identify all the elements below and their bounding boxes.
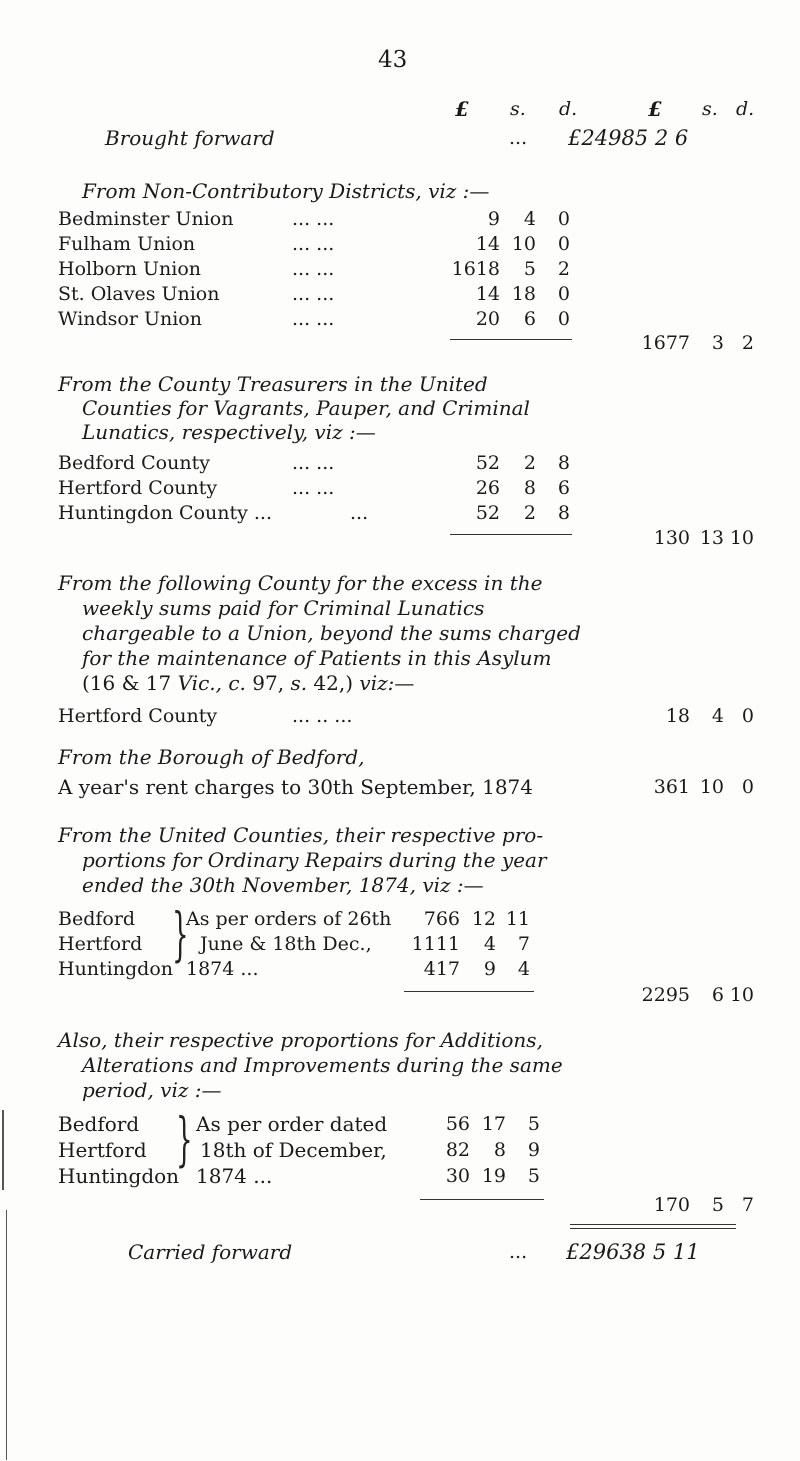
subtotal-pounds: 130 xyxy=(653,527,690,549)
total-double-rule xyxy=(570,1224,736,1229)
leader-dots: ... xyxy=(509,127,528,149)
entry-name: Fulham Union xyxy=(58,233,196,255)
borough-heading: From the Borough of Bedford, xyxy=(58,745,365,769)
county-treasurers-heading: Counties for Vagrants, Pauper, and Criminal xyxy=(82,396,530,420)
leader-dots: ... ... xyxy=(292,477,335,499)
county-name: Hertford xyxy=(58,1138,147,1162)
county-name: Huntingdon xyxy=(58,1164,180,1188)
amount-pence: 5 xyxy=(527,1113,540,1135)
amount-shillings: 10 xyxy=(511,233,536,255)
carried-forward-total: £29638 5 11 xyxy=(566,1240,700,1264)
leader-dots: ... ... xyxy=(292,308,335,330)
statute-reference: (16 & 17 Vic., c. 97, s. 42,) viz:— xyxy=(82,671,415,695)
brought-forward-label: Brought forward xyxy=(105,126,275,150)
amount-pounds: 9 xyxy=(487,208,500,230)
amount-pence: 2 xyxy=(557,258,570,280)
amount-pence: 0 xyxy=(557,308,570,330)
entry-name: Hertford County xyxy=(58,477,218,499)
page-number: 43 xyxy=(378,47,408,73)
subtotal-pence: 10 xyxy=(729,527,754,549)
amount-pounds: 14 xyxy=(475,283,500,305)
leader-dots: ... ... xyxy=(292,233,335,255)
subtotal-pounds: 18 xyxy=(665,705,690,727)
amount-shillings: 2 xyxy=(523,452,536,474)
order-note: 18th of December, xyxy=(200,1138,387,1162)
margin-mark xyxy=(6,1210,7,1460)
excess-heading: chargeable to a Union, beyond the sums charged xyxy=(82,621,581,645)
subtotal-pence: 10 xyxy=(729,984,754,1006)
sum-rule xyxy=(420,1199,544,1200)
right-brace: } xyxy=(176,1105,193,1173)
col1-shillings-heading: s. xyxy=(510,98,526,120)
county-name: Huntingdon xyxy=(58,958,173,980)
col1-pence-heading: d. xyxy=(559,98,578,120)
order-note: 1874 ... xyxy=(186,958,259,980)
non-contributory-heading: From Non-Contributory Districts, viz :— xyxy=(82,179,490,203)
brought-forward-total: £24985 2 6 xyxy=(568,126,689,150)
amount-pence: 8 xyxy=(557,502,570,524)
subtotal-shillings: 6 xyxy=(711,984,724,1006)
subtotal-pounds: 170 xyxy=(653,1194,690,1216)
right-brace: } xyxy=(172,900,189,968)
sum-rule xyxy=(450,534,572,535)
col1-pounds-heading: £ xyxy=(455,97,469,121)
amount-shillings: 8 xyxy=(493,1139,506,1161)
order-note: 1874 ... xyxy=(196,1164,273,1188)
amount-pounds: 26 xyxy=(475,477,500,499)
order-note: As per orders of 26th xyxy=(186,908,392,930)
amount-pence: 4 xyxy=(517,958,530,980)
col2-pounds-heading: £ xyxy=(648,97,662,121)
amount-pounds: 56 xyxy=(445,1113,470,1135)
amount-pence: 0 xyxy=(557,208,570,230)
subtotal-shillings: 10 xyxy=(699,776,724,798)
amount-shillings: 19 xyxy=(481,1165,506,1187)
amount-pence: 0 xyxy=(557,283,570,305)
entry-name: Bedminster Union xyxy=(58,208,234,230)
amount-shillings: 9 xyxy=(483,958,496,980)
entry-name: Holborn Union xyxy=(58,258,202,280)
amount-pence: 9 xyxy=(527,1139,540,1161)
additions-heading: period, viz :— xyxy=(82,1078,222,1102)
subtotal-pounds: 361 xyxy=(653,776,690,798)
subtotal-pence: 0 xyxy=(741,705,754,727)
leader-dots: ... xyxy=(509,1241,528,1263)
col2-shillings-heading: s. xyxy=(702,98,718,120)
amount-shillings: 6 xyxy=(523,308,536,330)
county-treasurers-heading: From the County Treasurers in the United xyxy=(58,372,488,396)
amount-shillings: 5 xyxy=(523,258,536,280)
amount-pounds: 1111 xyxy=(411,933,460,955)
subtotal-shillings: 3 xyxy=(711,332,724,354)
subtotal-shillings: 5 xyxy=(711,1194,724,1216)
amount-shillings: 17 xyxy=(481,1113,506,1135)
leader-dots: ... xyxy=(350,502,369,524)
leader-dots: ... .. ... xyxy=(292,705,353,727)
amount-pounds: 417 xyxy=(423,958,460,980)
additions-heading: Also, their respective proportions for Additions, xyxy=(58,1028,543,1052)
excess-heading: weekly sums paid for Criminal Lunatics xyxy=(82,596,485,620)
amount-shillings: 12 xyxy=(471,908,496,930)
entry-name: Huntingdon County ... xyxy=(58,502,273,524)
entry-name: Bedford County xyxy=(58,452,210,474)
amount-shillings: 8 xyxy=(523,477,536,499)
amount-shillings: 2 xyxy=(523,502,536,524)
amount-pounds: 30 xyxy=(445,1165,470,1187)
amount-pounds: 14 xyxy=(475,233,500,255)
sum-rule xyxy=(450,339,572,340)
subtotal-pence: 7 xyxy=(741,1194,754,1216)
county-treasurers-heading: Lunatics, respectively, viz :— xyxy=(82,420,376,444)
entry-name: Windsor Union xyxy=(58,308,202,330)
sum-rule xyxy=(404,991,534,992)
county-name: Bedford xyxy=(58,1112,140,1136)
subtotal-pence: 0 xyxy=(741,776,754,798)
repairs-heading: ended the 30th November, 1874, viz :— xyxy=(82,873,484,897)
amount-pence: 8 xyxy=(557,452,570,474)
excess-heading: From the following County for the excess in the xyxy=(58,571,543,595)
leader-dots: ... ... xyxy=(292,452,335,474)
amount-shillings: 4 xyxy=(523,208,536,230)
borough-line: A year's rent charges to 30th September, 1874 xyxy=(58,775,533,799)
entry-name: St. Olaves Union xyxy=(58,283,220,305)
margin-mark xyxy=(2,1110,4,1190)
col2-pence-heading: d. xyxy=(736,98,755,120)
amount-pounds: 52 xyxy=(475,452,500,474)
subtotal-pounds: 1677 xyxy=(641,332,690,354)
repairs-heading: From the United Counties, their respective pro- xyxy=(58,823,544,847)
leader-dots: ... ... xyxy=(292,208,335,230)
amount-pence: 6 xyxy=(557,477,570,499)
amount-pounds: 20 xyxy=(475,308,500,330)
amount-pence: 5 xyxy=(527,1165,540,1187)
excess-heading: for the maintenance of Patients in this Asylum xyxy=(82,646,552,670)
leader-dots: ... ... xyxy=(292,283,335,305)
order-note: As per order dated xyxy=(196,1112,388,1136)
subtotal-pence: 2 xyxy=(741,332,754,354)
order-note: June & 18th Dec., xyxy=(200,933,372,955)
amount-pounds: 52 xyxy=(475,502,500,524)
repairs-heading: portions for Ordinary Repairs during the year xyxy=(82,848,547,872)
amount-pounds: 766 xyxy=(423,908,460,930)
amount-pence: 7 xyxy=(517,933,530,955)
amount-shillings: 4 xyxy=(483,933,496,955)
subtotal-shillings: 4 xyxy=(711,705,724,727)
amount-pence: 0 xyxy=(557,233,570,255)
amount-pence: 11 xyxy=(505,908,530,930)
county-name: Hertford xyxy=(58,933,143,955)
amount-pounds: 82 xyxy=(445,1139,470,1161)
entry-name: Hertford County xyxy=(58,705,218,727)
leader-dots: ... ... xyxy=(292,258,335,280)
amount-pounds: 1618 xyxy=(451,258,500,280)
county-name: Bedford xyxy=(58,908,136,930)
amount-shillings: 18 xyxy=(511,283,536,305)
carried-forward-label: Carried forward xyxy=(128,1240,293,1264)
additions-heading: Alterations and Improvements during the same xyxy=(82,1053,563,1077)
subtotal-pounds: 2295 xyxy=(641,984,690,1006)
subtotal-shillings: 13 xyxy=(699,527,724,549)
